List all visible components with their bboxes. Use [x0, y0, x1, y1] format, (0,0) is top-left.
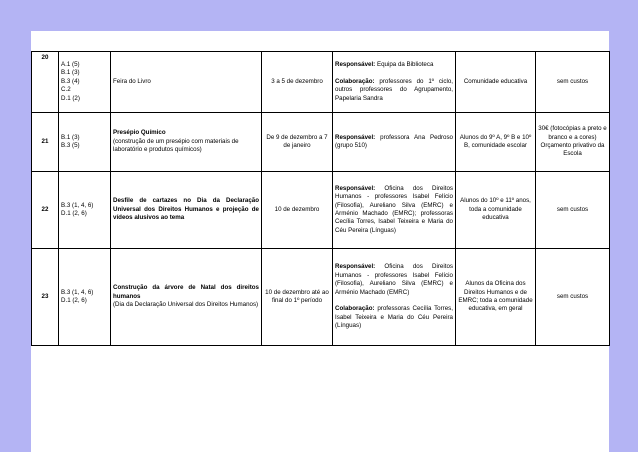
public-cell: Alunos da Oficina dos Direitos Humanos e de EMRC; toda a comunidade educativa, em geral	[456, 249, 536, 346]
row-number: 22	[32, 172, 59, 249]
activity-description: (Dia da Declaração Universal dos Direitos Humanos)	[113, 301, 259, 309]
cost-cell: sem custos	[536, 172, 610, 249]
responsible-text: professora Ana Pedroso (grupo 510)	[335, 133, 453, 149]
domain-item: B.3 (1, 4, 6)	[61, 201, 94, 209]
activity-title: Desfile de cartazes no Dia da Declaração Universal dos Direitos Humanos e projeção de vídeos alusivos ao tema	[113, 197, 259, 222]
domain-item: B.1 (3)	[61, 69, 80, 77]
activity-cell	[111, 113, 262, 172]
collaboration-label: Colaboração:	[335, 305, 375, 313]
domain-item: D.1 (2, 6)	[61, 297, 87, 304]
responsible-label: Responsável:	[335, 60, 376, 68]
activities-table	[31, 51, 610, 346]
public-cell: Alunos do 10º e 11º anos, toda a comunidade educativa	[456, 172, 536, 249]
collaboration-text: professoras Cecília Torres, Isabel Teixeira e Maria do Céu Pereira (Línguas)	[335, 305, 453, 330]
collaboration-label: Colaboração:	[335, 77, 375, 85]
responsible-cell	[333, 52, 456, 113]
public-cell: Comunidade educativa	[456, 52, 536, 113]
domain-item: B.3 (4)	[61, 77, 80, 85]
row-number: 20	[32, 52, 59, 113]
date-cell: De 9 de dezembro a 7 de janeiro	[262, 113, 333, 172]
date-cell: 3 a 5 de dezembro	[262, 52, 333, 113]
domains-cell	[59, 113, 111, 172]
row-number: 21	[32, 113, 59, 172]
public-cell: Alunos do 9º A, 9º B e 10º B, comunidade escolar	[456, 113, 536, 172]
row-number: 23	[32, 249, 59, 346]
activity-title: Construção da árvore de Natal dos direitos humanos	[113, 284, 259, 300]
activity-cell	[111, 52, 262, 113]
domain-item: D.1 (2, 6)	[61, 210, 87, 217]
collaboration-text: professores do 1º ciclo, outros professores do Agrupamento, Papelaria Sandra	[335, 77, 453, 102]
activity-name: Feira do Livro	[113, 77, 151, 85]
responsible-text: Oficina dos Direitos Humanos - professores Isabel Felício (Filosofia), Aureliano Silva (EMRC) e Arménio Machado (EMRC)	[335, 263, 453, 296]
domain-item: B.3 (1, 4, 6)	[61, 288, 94, 296]
responsible-cell	[333, 172, 456, 249]
responsible-text: Oficina dos Direitos Humanos - professores Isabel Felício (Filosofia), Aureliano Silva (EMRC) e Arménio Machado (EMRC); professoras Cecília Torres, Isabel Teixeira e Maria do Céu Pereira (Línguas)	[335, 184, 453, 234]
activity-cell	[111, 172, 262, 249]
domains-cell	[59, 172, 111, 249]
responsible-label: Responsável:	[335, 184, 376, 192]
table-row	[32, 52, 610, 113]
activity-cell	[111, 249, 262, 346]
domain-item: A.1 (5)	[61, 60, 80, 68]
domain-item: D.1 (2)	[61, 94, 80, 102]
activity-description: (construção de um presépio com materiais de laboratório e produtos químicos)	[113, 137, 239, 154]
date-cell: 10 de dezembro até ao final do 1º período	[262, 249, 333, 346]
table-row	[32, 172, 610, 249]
responsible-cell	[333, 113, 456, 172]
table-row	[32, 113, 610, 172]
responsible-label: Responsável:	[335, 133, 376, 141]
domain-item: C.2	[61, 86, 71, 94]
domain-item: B.1 (3)	[61, 133, 80, 141]
domains-cell	[59, 249, 111, 346]
activity-title: Presépio Químico	[113, 129, 166, 137]
cost-cell: sem custos	[536, 52, 610, 113]
domains-cell	[59, 52, 111, 113]
cost-cell: 30€ (fotocópias a preto e branco e a cores) Orçamento privativo da Escola	[536, 113, 610, 172]
document-page	[31, 31, 609, 452]
responsible-cell	[333, 249, 456, 346]
responsible-label: Responsável:	[335, 263, 376, 271]
responsible-text: Equipa da Biblioteca	[376, 60, 434, 68]
table-row	[32, 249, 610, 346]
date-cell: 10 de dezembro	[262, 172, 333, 249]
cost-cell: sem custos	[536, 249, 610, 346]
domain-item: B.3 (5)	[61, 142, 80, 149]
